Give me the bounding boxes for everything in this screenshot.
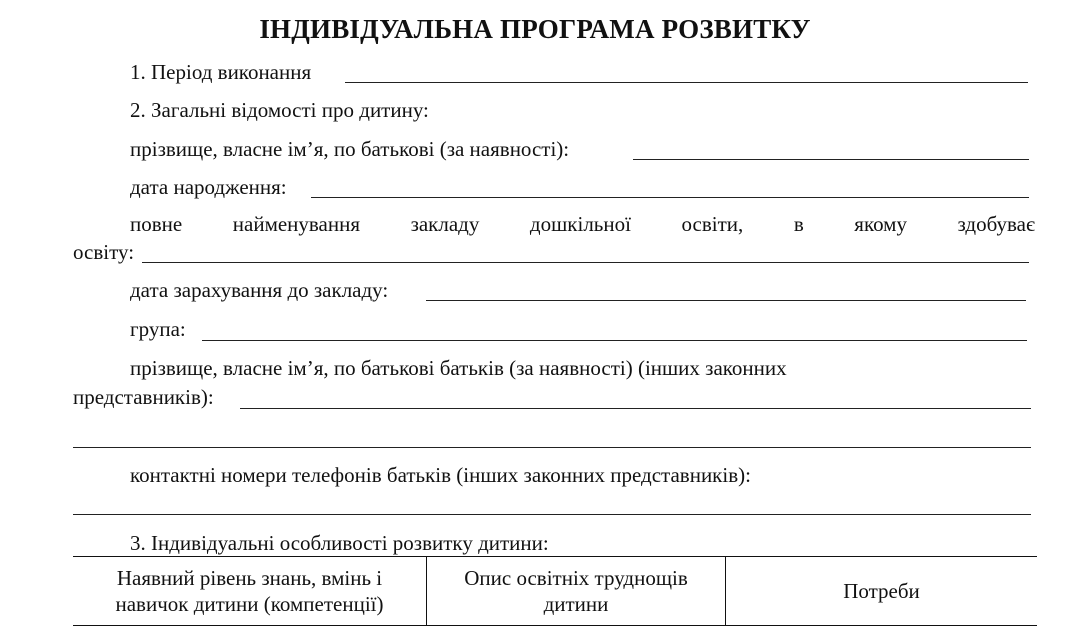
institution-word: здобуває (957, 212, 1035, 236)
enrollment-date-label: дата зарахування до закладу: (130, 278, 389, 302)
header-line: Наявний рівень знань, вмінь і (116, 566, 383, 590)
header-line: навичок дитини (компетенції) (115, 592, 384, 616)
birth-date-label: дата народження: (130, 175, 287, 199)
group-field[interactable] (202, 340, 1027, 341)
period-field[interactable] (345, 82, 1028, 83)
table-header-row (73, 557, 1037, 626)
child-name-label: прізвище, власне ім’я, по батькові (за наявності): (130, 137, 570, 161)
institution-word: освіти, (681, 212, 744, 236)
column-header-needs (726, 557, 1038, 626)
institution-word: якому (854, 212, 907, 236)
institution-field[interactable] (142, 262, 1029, 263)
institution-word: повне (130, 212, 183, 236)
parents-field[interactable] (240, 408, 1031, 409)
institution-label-line2: освіту: (73, 240, 135, 264)
institution-word: дошкільної (529, 212, 631, 236)
parents-field-extra-line[interactable] (73, 447, 1031, 448)
development-table (73, 556, 1037, 626)
document-title: ІНДИВІДУАЛЬНА ПРОГРАМА РОЗВИТКУ (259, 14, 811, 44)
parents-label-line1: прізвище, власне ім’я, по батькові батьків (за наявності) (інших законних (130, 356, 787, 380)
header-line: Потреби (843, 579, 920, 603)
header-line: Опис освітніх труднощів (464, 566, 688, 590)
birth-date-field[interactable] (311, 197, 1029, 198)
phones-field[interactable] (73, 514, 1031, 515)
development-heading: 3. Індивідуальні особливості розвитку дитини: (130, 531, 549, 555)
enrollment-date-field[interactable] (426, 300, 1026, 301)
institution-word: закладу (410, 212, 480, 236)
institution-word: найменування (232, 212, 361, 236)
institution-word: в (793, 212, 804, 236)
column-header-difficulties (427, 557, 726, 626)
period-label: 1. Період виконання (130, 60, 312, 84)
column-header-competencies (73, 557, 427, 626)
parents-label-line2: представників): (73, 385, 214, 409)
header-line: дитини (543, 592, 609, 616)
child-name-field[interactable] (633, 159, 1029, 160)
phones-label: контактні номери телефонів батьків (інших законних представників): (130, 463, 751, 487)
general-info-heading: 2. Загальні відомості про дитину: (130, 98, 429, 122)
institution-label-line1 (130, 212, 1035, 237)
group-label: група: (130, 317, 186, 341)
